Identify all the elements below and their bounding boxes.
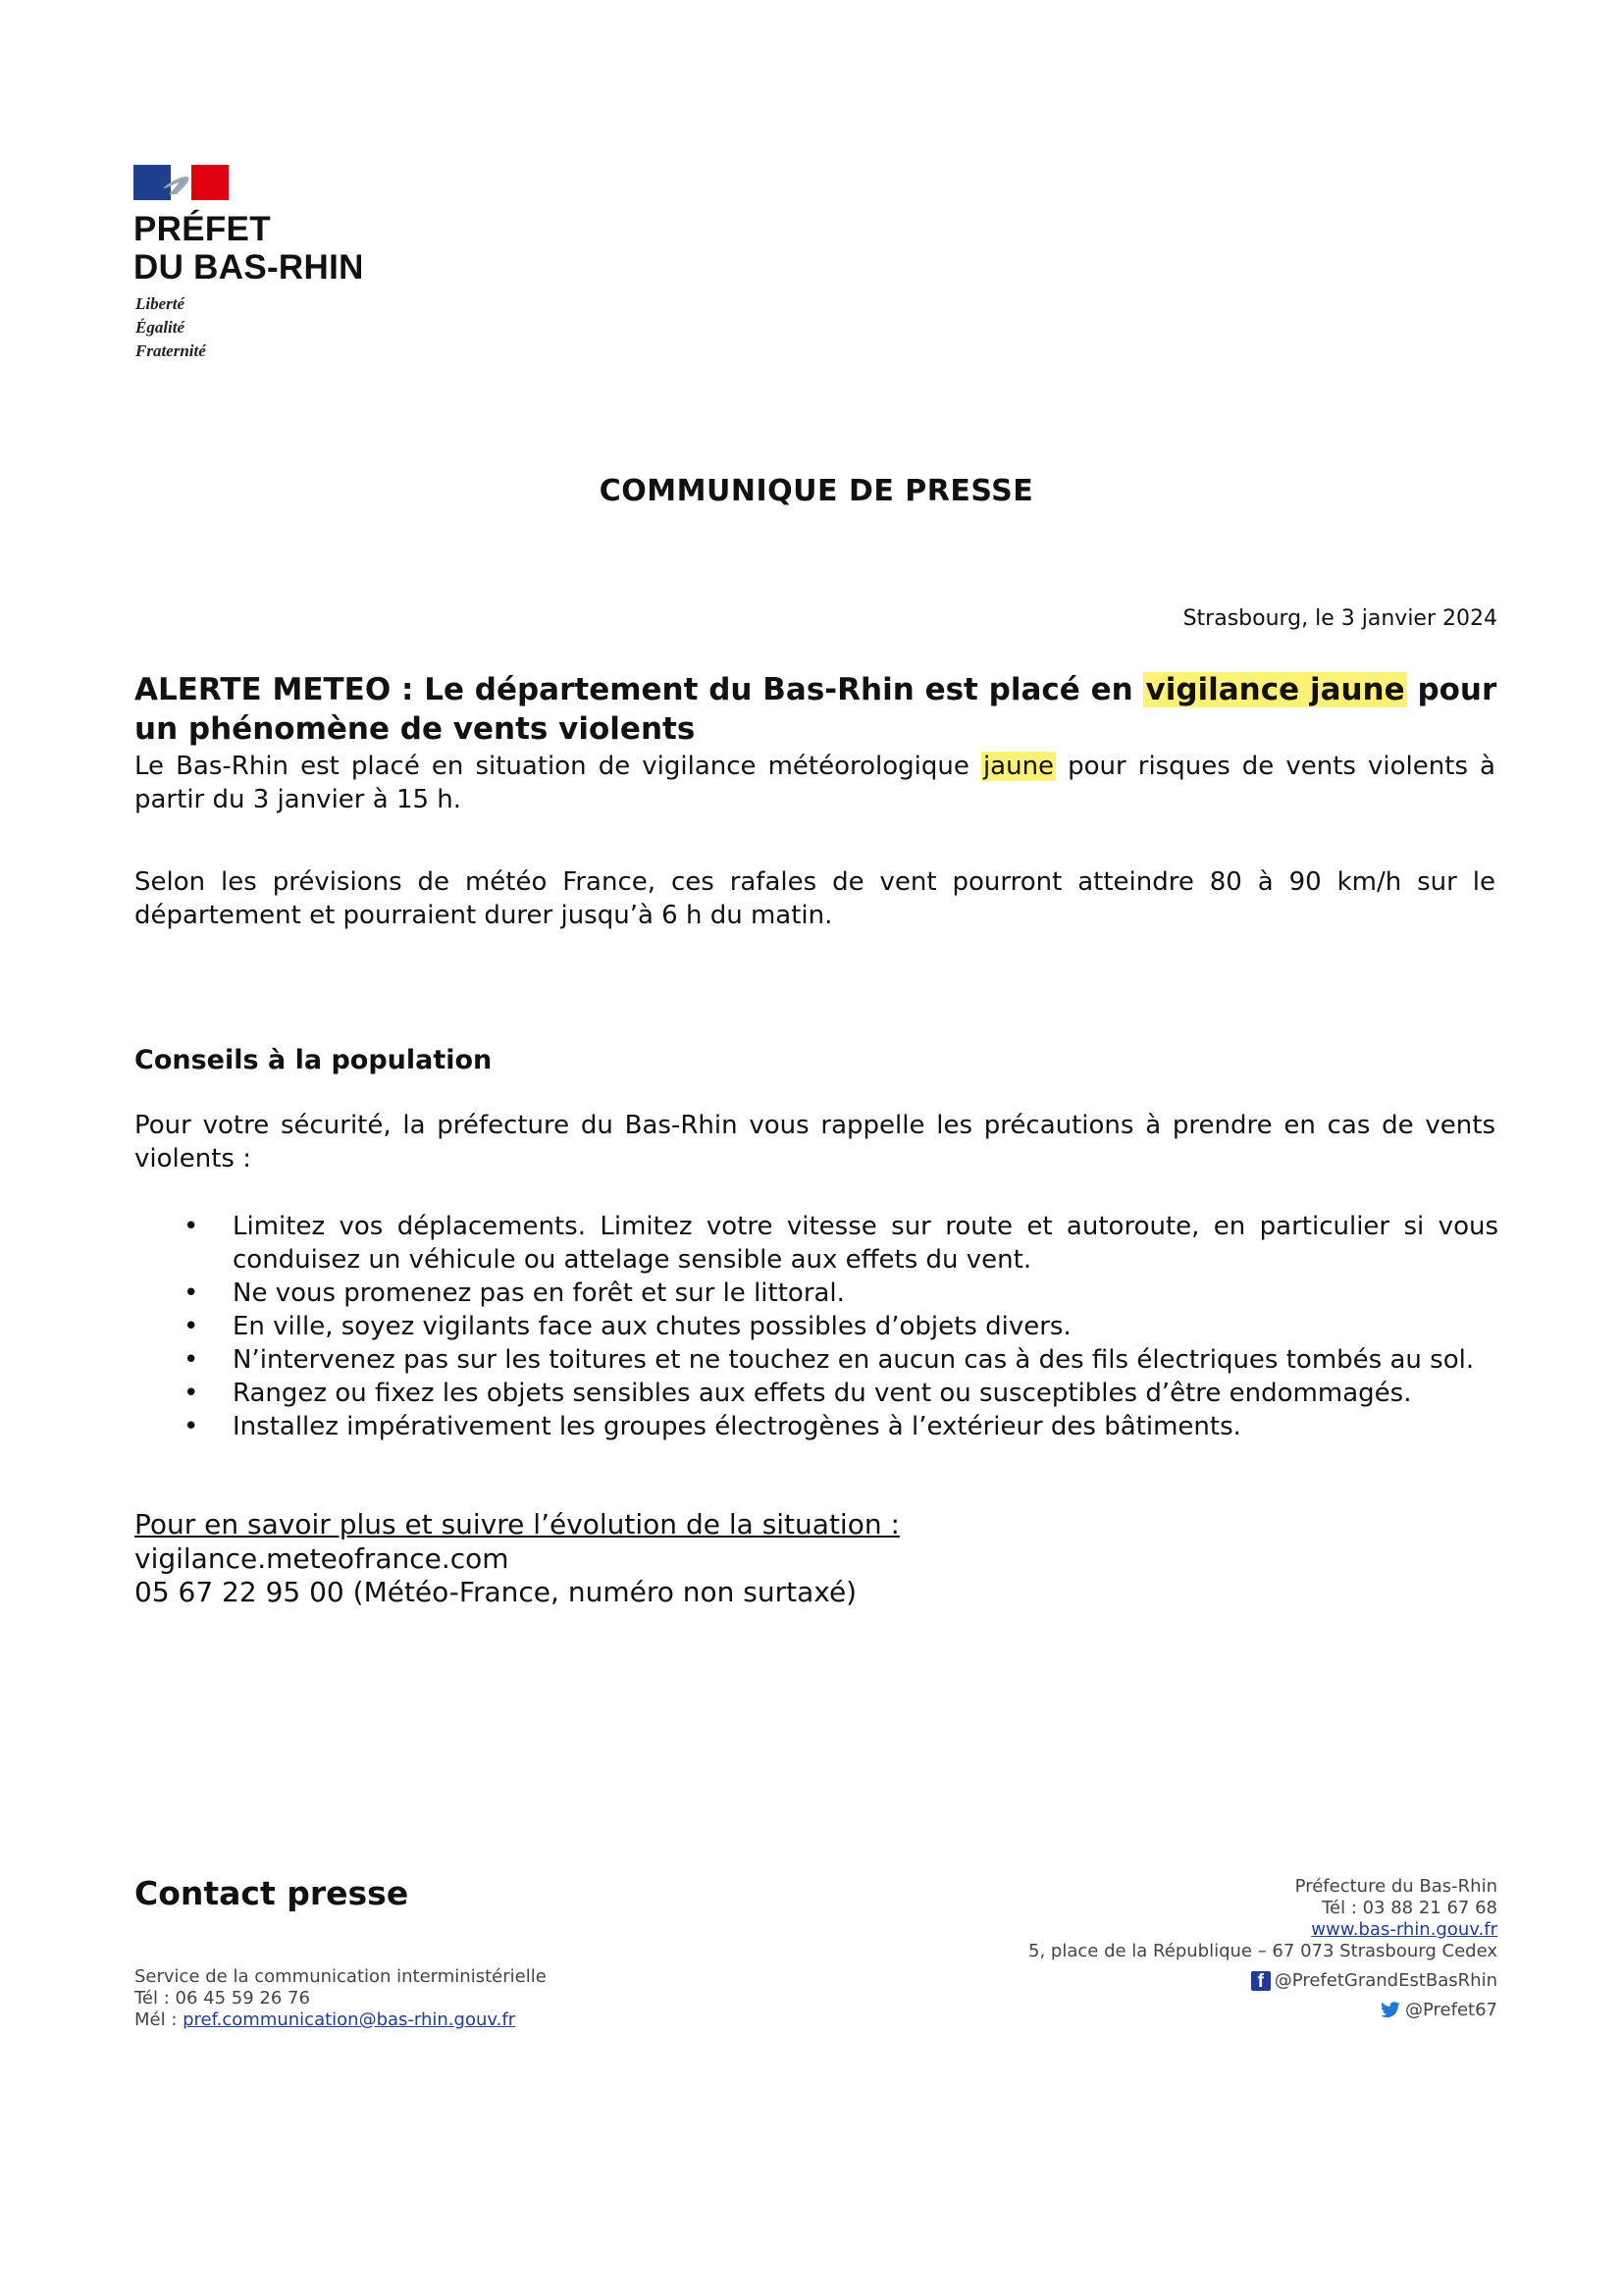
advice-item-text: Limitez vos déplacements. Limitez votre vitesse sur route et autoroute, en particulier si vous conduisez un véhicule ou attelage sensible aux effets du vent. [233, 1212, 1498, 1275]
marianne-logo [133, 165, 229, 200]
paragraph-forecast: Selon les prévisions de météo France, ces rafales de vent pourront atteindre 80 à 90 km/h sur le département et pourraient durer jusqu’à 6 h du matin. [134, 867, 1495, 930]
facebook-handle: @PrefetGrandEstBasRhin [1274, 1970, 1497, 1991]
twitter-row[interactable] [1028, 2000, 1497, 2021]
prefecture-tel: Tél : 03 88 21 67 68 [1322, 1898, 1497, 1918]
advice-title: Conseils à la population [134, 1045, 493, 1075]
bullet: • [183, 1212, 199, 1241]
advice-intro: Pour votre sécurité, la préfecture du Bas-Rhin vous rappelle les précautions à prendre en cas de vents violents : [134, 1111, 1495, 1174]
bullet: • [183, 1345, 199, 1375]
advice-item-text: En ville, soyez vigilants face aux chutes possibles d’objets divers. [233, 1312, 1072, 1341]
bullet: • [183, 1412, 199, 1441]
more-info-title: Pour en savoir plus et suivre l’évolution de la situation : [134, 1508, 900, 1540]
logo-prefet-line2: DU BAS-RHIN [133, 248, 364, 287]
prefecture-address: 5, place de la République – 67 073 Strasbourg Cedex [1028, 1941, 1497, 1961]
headline-part1: ALERTE METEO : Le département du Bas-Rhin est placé en [134, 672, 1144, 707]
list-item [134, 1343, 1498, 1377]
prefecture-site-link[interactable]: www.bas-rhin.gouv.fr [1311, 1919, 1497, 1940]
date-line: Strasbourg, le 3 janvier 2024 [1182, 606, 1497, 631]
contact-mail-link[interactable]: pref.communication@bas-rhin.gouv.fr [183, 2009, 516, 2030]
prefecture-block [1028, 1876, 1497, 2021]
paragraph1-highlight: jaune [982, 752, 1055, 781]
devise-egalite: Égalité [135, 318, 185, 337]
advice-item-text: Rangez ou fixez les objets sensibles aux effets du vent ou susceptibles d’être endommagés. [233, 1379, 1412, 1408]
contact-service: Service de la communication interministérielle [134, 1966, 547, 1987]
headline-highlight: vigilance jaune [1145, 672, 1405, 707]
list-item [134, 1377, 1498, 1410]
paragraph1-part1: Le Bas-Rhin est placé en situation de vigilance météorologique [134, 752, 981, 781]
paragraph1-part2: pour risques de vents violents à partir du 3 janvier à 15 h. [134, 752, 1495, 814]
facebook-row[interactable] [1028, 1970, 1497, 1992]
advice-list [134, 1210, 1498, 1443]
list-item [134, 1410, 1498, 1443]
paragraph-vigilance [134, 750, 1495, 816]
contact-mail [134, 2009, 515, 2031]
advice-item-text: Ne vous promenez pas en forêt et sur le littoral. [233, 1278, 845, 1308]
bullet: • [183, 1312, 199, 1341]
headline-part2: pour un phénomène de vents violents [134, 672, 1497, 747]
twitter-icon [1380, 2002, 1401, 2019]
devise-fraternite: Fraternité [135, 341, 206, 360]
document-title: COMMUNIQUE DE PRESSE [599, 474, 1034, 508]
logo-prefet-line1: PRÉFET [133, 210, 271, 248]
more-info-site[interactable]: vigilance.meteofrance.com [134, 1542, 509, 1575]
list-item [134, 1277, 1498, 1310]
marianne-flag-icon [133, 165, 229, 200]
contact-title: Contact presse [134, 1874, 409, 1912]
more-info-phone: 05 67 22 95 00 (Météo-France, numéro non surtaxé) [134, 1576, 858, 1608]
twitter-handle: @Prefet67 [1405, 2000, 1497, 2020]
advice-item-text: N’intervenez pas sur les toitures et ne touchez en aucun cas à des fils électriques tombés au sol. [233, 1345, 1475, 1375]
advice-item-text: Installez impérativement les groupes électrogènes à l’extérieur des bâtiments. [233, 1412, 1241, 1441]
facebook-icon: f [1251, 1971, 1271, 1991]
contact-tel: Tél : 06 45 59 26 76 [134, 1988, 310, 2009]
prefecture-name: Préfecture du Bas-Rhin [1294, 1876, 1497, 1897]
list-item [134, 1210, 1498, 1277]
bullet: • [183, 1379, 199, 1408]
devise-liberte: Liberté [135, 294, 185, 313]
bullet: • [183, 1278, 199, 1308]
contact-mail-label: Mél : [134, 2009, 183, 2030]
alert-headline [134, 670, 1498, 749]
list-item [134, 1310, 1498, 1343]
